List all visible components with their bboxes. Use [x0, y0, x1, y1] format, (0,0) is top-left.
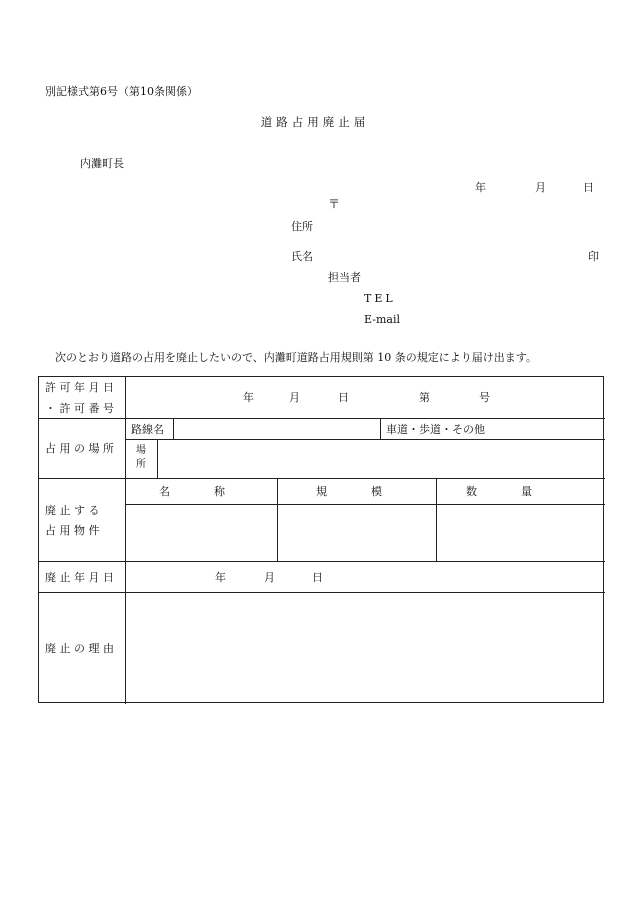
column-divider [277, 478, 278, 561]
intro-text: 次のとおり道路の占用を廃止したいので、内灘町道路占用規則第 10 条の規定により届け出ます。 [55, 351, 537, 364]
permit-number-suffix: 号 [479, 391, 490, 404]
abolish-month-label: 月 [264, 571, 275, 584]
tel-label: TEL [364, 292, 396, 305]
form-table [38, 376, 604, 703]
date-day-label: 日 [583, 181, 594, 194]
column-header-name: 名 称 [159, 485, 225, 498]
person-in-charge-label: 担当者 [328, 271, 361, 284]
label-column-divider [125, 377, 126, 704]
row-divider [39, 478, 605, 479]
permit-label-line1: 許 可 年 月 日 [45, 381, 114, 394]
name-label: 氏名 [291, 250, 313, 263]
place-label-line1: 場 [136, 445, 146, 456]
row-divider [39, 418, 605, 419]
place-label-line2: 所 [136, 459, 146, 470]
address-label: 住所 [291, 220, 313, 233]
column-divider [173, 418, 174, 439]
column-divider [436, 478, 437, 561]
permit-number-prefix: 第 [419, 391, 430, 404]
abolish-date-label: 廃 止 年 月 日 [45, 571, 114, 584]
permit-month-label: 月 [289, 391, 300, 404]
permit-year-label: 年 [243, 391, 254, 404]
row-divider [39, 592, 605, 593]
row-divider [125, 504, 605, 505]
road-type-options: 車道・歩道・その他 [386, 423, 485, 436]
seal-label: 印 [588, 250, 599, 263]
column-header-quantity: 数 量 [466, 485, 532, 498]
date-year-label: 年 [475, 181, 486, 194]
objects-label-line2: 占 用 物 件 [45, 524, 100, 537]
addressee: 内灘町長 [80, 157, 124, 170]
objects-label-line1: 廃 止 す る [45, 504, 100, 517]
date-month-label: 月 [535, 181, 546, 194]
location-label: 占 用 の 場 所 [45, 442, 114, 455]
column-divider [380, 418, 381, 439]
route-name-label: 路線名 [131, 423, 164, 436]
document-title: 道路占用廃止届 [260, 115, 370, 129]
permit-label-line2: ・ 許 可 番 号 [45, 402, 114, 415]
reason-label: 廃 止 の 理 由 [45, 642, 114, 655]
permit-day-label: 日 [338, 391, 349, 404]
row-divider [125, 439, 605, 440]
abolish-year-label: 年 [215, 571, 226, 584]
form-number: 別記様式第6号（第10条関係） [45, 85, 198, 98]
row-divider [39, 561, 605, 562]
abolish-day-label: 日 [312, 571, 323, 584]
column-divider [157, 439, 158, 478]
postal-mark: 〒 [328, 197, 341, 211]
column-header-scale: 規 模 [316, 485, 382, 498]
email-label: E-mail [364, 313, 400, 326]
